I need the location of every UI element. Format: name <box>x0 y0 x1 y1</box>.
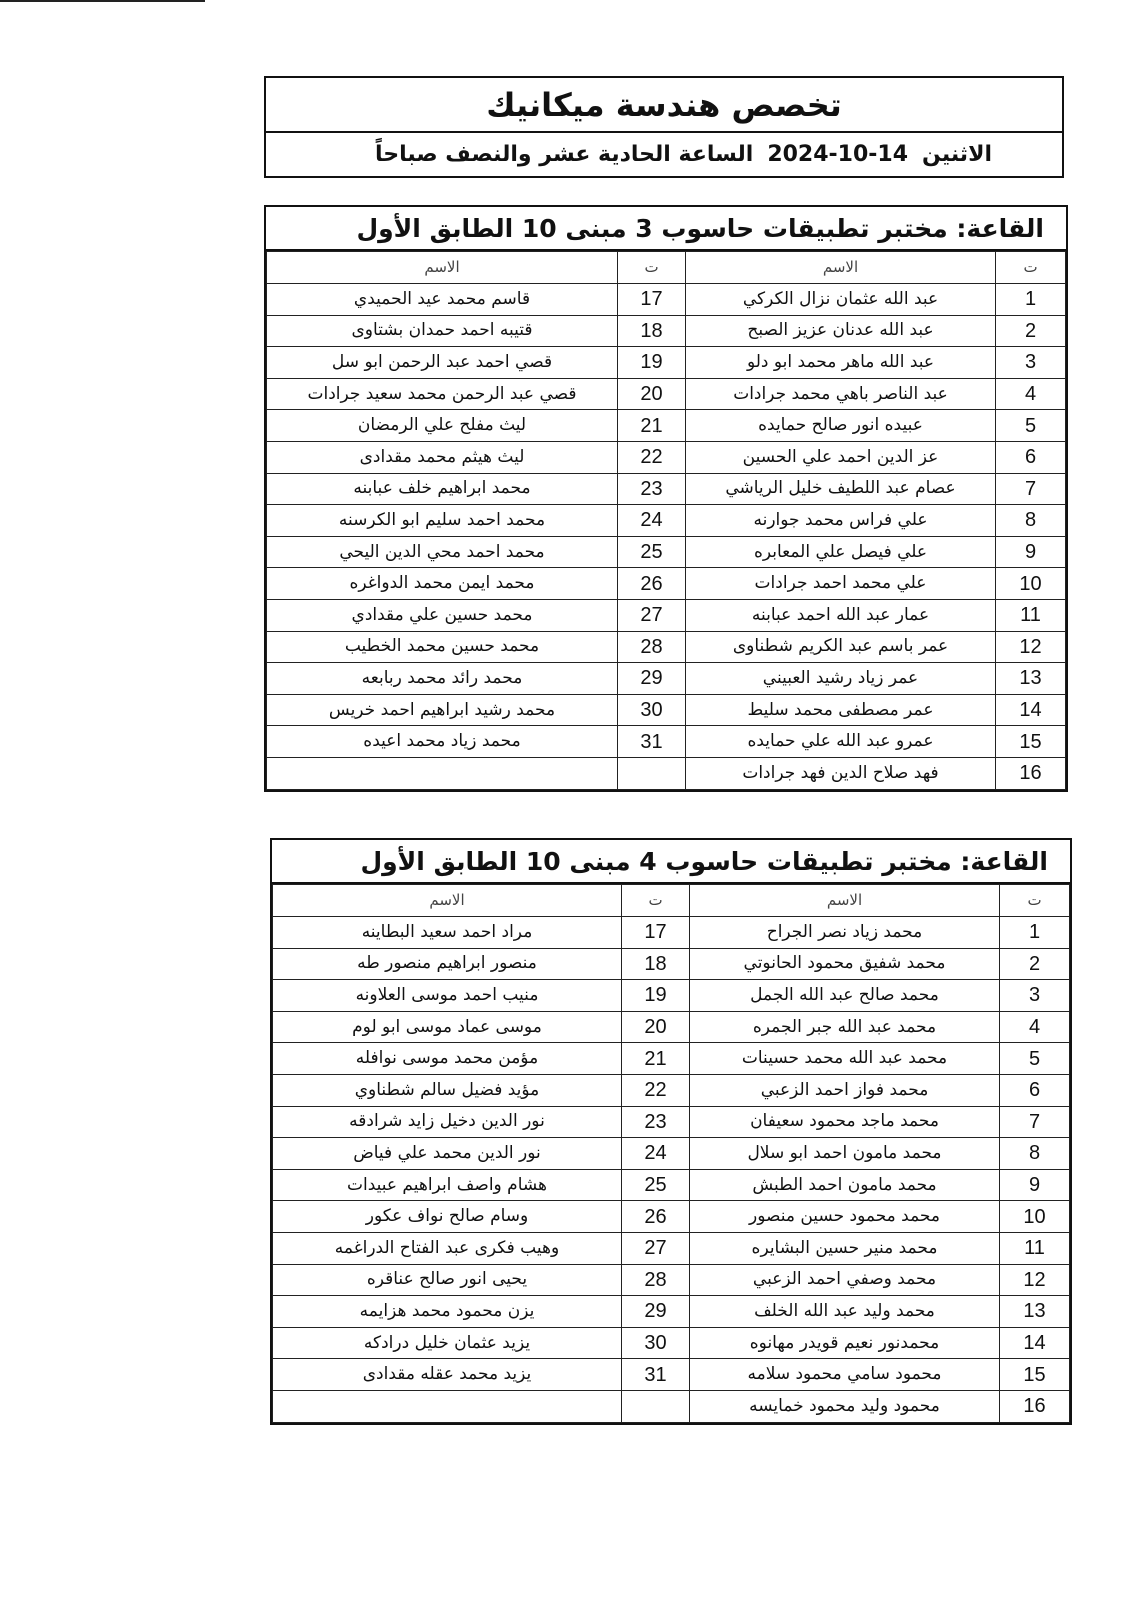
column-header-row <box>267 252 1066 284</box>
row-number: 27 <box>618 599 686 631</box>
row-number: 3 <box>996 347 1066 379</box>
student-name: وهيب فكرى عبد الفتاح الدراغمه <box>273 1232 622 1264</box>
table-row <box>267 568 1066 600</box>
student-name: محمد زياد نصر الجراح <box>690 917 1000 949</box>
row-number: 10 <box>1000 1201 1070 1233</box>
table-row <box>273 1264 1070 1296</box>
student-name: موسى عماد موسى ابو لوم <box>273 1011 622 1043</box>
row-number: 29 <box>618 663 686 695</box>
table-row <box>273 1011 1070 1043</box>
exam-time: الساعة الحادية عشر والنصف صباحاً <box>374 142 754 167</box>
col-header-num: ت <box>618 252 686 284</box>
col-header-num: ت <box>622 885 690 917</box>
table-row <box>267 757 1066 789</box>
row-number: 10 <box>996 568 1066 600</box>
room-table-1 <box>264 205 1068 792</box>
student-name: عمار عبد الله احمد عبابنه <box>686 599 996 631</box>
table-row <box>273 1169 1070 1201</box>
student-name: منيب احمد موسى العلاونه <box>273 980 622 1012</box>
student-name: عبد الله ماهر محمد ابو دلو <box>686 347 996 379</box>
table-row <box>267 505 1066 537</box>
row-number: 1 <box>996 284 1066 316</box>
student-name: وسام صالح نواف عكور <box>273 1201 622 1233</box>
student-name: محمد وصفي احمد الزعبي <box>690 1264 1000 1296</box>
exam-date: 2024-10-14 <box>767 142 909 167</box>
row-number: 22 <box>622 1074 690 1106</box>
students-table <box>266 251 1066 790</box>
row-number: 16 <box>996 757 1066 789</box>
table-row <box>267 599 1066 631</box>
row-number: 5 <box>996 410 1066 442</box>
row-number: 15 <box>996 726 1066 758</box>
table-row <box>273 1390 1070 1422</box>
row-number <box>622 1390 690 1422</box>
student-name: محمدنور نعيم قويدر مهانوه <box>690 1327 1000 1359</box>
students-table <box>272 884 1070 1423</box>
col-header-num: ت <box>996 252 1066 284</box>
student-name: يحيى انور صالح عناقره <box>273 1264 622 1296</box>
student-name: علي فراس محمد جوارنه <box>686 505 996 537</box>
table-row <box>267 631 1066 663</box>
table-row <box>267 441 1066 473</box>
student-name: قاسم محمد عيد الحميدي <box>267 284 618 316</box>
row-number: 26 <box>622 1201 690 1233</box>
student-name: ليث هيثم محمد مقدادى <box>267 441 618 473</box>
row-number: 28 <box>622 1264 690 1296</box>
col-header-num: ت <box>1000 885 1070 917</box>
row-number: 26 <box>618 568 686 600</box>
student-name: منصور ابراهيم منصور طه <box>273 948 622 980</box>
col-header-name: الاسم <box>690 885 1000 917</box>
row-number: 28 <box>618 631 686 663</box>
table-row <box>267 536 1066 568</box>
row-number: 12 <box>996 631 1066 663</box>
table-row <box>273 1074 1070 1106</box>
row-number: 25 <box>622 1169 690 1201</box>
room-table-2 <box>270 838 1072 1425</box>
student-name: هشام واصف ابراهيم عبيدات <box>273 1169 622 1201</box>
row-number: 9 <box>996 536 1066 568</box>
student-name: محمد ايمن محمد الدواغره <box>267 568 618 600</box>
student-name: علي محمد احمد جرادات <box>686 568 996 600</box>
table-row <box>267 726 1066 758</box>
table-row <box>273 1296 1070 1328</box>
student-name: محمد زياد محمد اعيده <box>267 726 618 758</box>
exam-day: الاثنين <box>922 142 992 167</box>
student-name: نور الدين دخيل زايد شرادقه <box>273 1106 622 1138</box>
page-title: تخصص هندسة ميكانيك <box>266 78 1062 133</box>
column-header-row <box>273 885 1070 917</box>
table-row <box>273 1359 1070 1391</box>
student-name: عبد الله عثمان نزال الكركي <box>686 284 996 316</box>
row-number: 21 <box>622 1043 690 1075</box>
student-name <box>273 1390 622 1422</box>
student-name: محمد ابراهيم خلف عبابنه <box>267 473 618 505</box>
student-name: مؤمن محمد موسى نوافله <box>273 1043 622 1075</box>
row-number: 4 <box>1000 1011 1070 1043</box>
col-header-name: الاسم <box>686 252 996 284</box>
table-row <box>273 1106 1070 1138</box>
student-name: محمد صالح عبد الله الجمل <box>690 980 1000 1012</box>
student-name: محمد منير حسين البشايره <box>690 1232 1000 1264</box>
student-name: نور الدين محمد علي فياض <box>273 1138 622 1170</box>
row-number: 19 <box>622 980 690 1012</box>
row-number: 19 <box>618 347 686 379</box>
student-name: محمد فواز احمد الزعبي <box>690 1074 1000 1106</box>
row-number: 22 <box>618 441 686 473</box>
table-row <box>267 410 1066 442</box>
table-row <box>273 980 1070 1012</box>
table-row <box>273 948 1070 980</box>
row-number: 1 <box>1000 917 1070 949</box>
student-name: محمد عبد الله محمد حسينات <box>690 1043 1000 1075</box>
student-name: عمر مصطفى محمد سليط <box>686 694 996 726</box>
table-row <box>267 663 1066 695</box>
row-number: 2 <box>1000 948 1070 980</box>
student-name: محمد رائد محمد ربابعه <box>267 663 618 695</box>
student-name: ليث مفلح علي الرمضان <box>267 410 618 442</box>
row-number: 21 <box>618 410 686 442</box>
student-name: محمد عبد الله جبر الجمره <box>690 1011 1000 1043</box>
row-number: 4 <box>996 378 1066 410</box>
student-name: علي فيصل علي المعابره <box>686 536 996 568</box>
row-number: 18 <box>618 315 686 347</box>
row-number: 12 <box>1000 1264 1070 1296</box>
student-name: محمود سامي محمود سلامه <box>690 1359 1000 1391</box>
student-name: محمد حسين علي مقدادي <box>267 599 618 631</box>
row-number: 9 <box>1000 1169 1070 1201</box>
student-name: عمر زياد رشيد العبيني <box>686 663 996 695</box>
row-number: 7 <box>1000 1106 1070 1138</box>
student-name <box>267 757 618 789</box>
student-name: عصام عبد اللطيف خليل الرياشي <box>686 473 996 505</box>
student-name: عمرو عبد الله علي حمايده <box>686 726 996 758</box>
table-row <box>267 473 1066 505</box>
table-row <box>273 917 1070 949</box>
row-number: 23 <box>618 473 686 505</box>
row-number: 13 <box>996 663 1066 695</box>
student-name: محمد رشيد ابراهيم احمد خريس <box>267 694 618 726</box>
student-name: قصي عبد الرحمن محمد سعيد جرادات <box>267 378 618 410</box>
row-number: 29 <box>622 1296 690 1328</box>
row-number: 6 <box>996 441 1066 473</box>
student-name: محمد محمود حسين منصور <box>690 1201 1000 1233</box>
student-name: محمد مامون احمد ابو سلال <box>690 1138 1000 1170</box>
student-name: يزيد محمد عقله مقدادى <box>273 1359 622 1391</box>
student-name: محمد ماجد محمود سعيفان <box>690 1106 1000 1138</box>
student-name: عبد الله عدنان عزيز الصبح <box>686 315 996 347</box>
row-number: 14 <box>1000 1327 1070 1359</box>
student-name: قتيبه احمد حمدان بشتاوى <box>267 315 618 347</box>
room-hall-title: القاعة: مختبر تطبيقات حاسوب 3 مبنى 10 الطابق الأول <box>266 207 1066 251</box>
row-number <box>618 757 686 789</box>
row-number: 5 <box>1000 1043 1070 1075</box>
row-number: 6 <box>1000 1074 1070 1106</box>
row-number: 31 <box>618 726 686 758</box>
room-hall-title: القاعة: مختبر تطبيقات حاسوب 4 مبنى 10 الطابق الأول <box>272 840 1070 884</box>
student-name: مؤيد فضيل سالم شطناوي <box>273 1074 622 1106</box>
student-name: عز الدين احمد علي الحسين <box>686 441 996 473</box>
student-name: مراد احمد سعيد البطاينه <box>273 917 622 949</box>
student-name: محمد احمد سليم ابو الكرسنه <box>267 505 618 537</box>
table-row <box>267 694 1066 726</box>
row-number: 2 <box>996 315 1066 347</box>
scan-edge-line <box>0 0 205 2</box>
col-header-name: الاسم <box>267 252 618 284</box>
row-number: 15 <box>1000 1359 1070 1391</box>
student-name: يزيد عثمان خليل درادكه <box>273 1327 622 1359</box>
row-number: 25 <box>618 536 686 568</box>
row-number: 8 <box>996 505 1066 537</box>
row-number: 24 <box>618 505 686 537</box>
row-number: 8 <box>1000 1138 1070 1170</box>
table-row <box>273 1201 1070 1233</box>
table-row <box>267 315 1066 347</box>
student-name: فهد صلاح الدين فهد جرادات <box>686 757 996 789</box>
row-number: 23 <box>622 1106 690 1138</box>
table-row <box>267 347 1066 379</box>
student-name: يزن محمود محمد هزايمه <box>273 1296 622 1328</box>
student-name: محمد مامون احمد الطبش <box>690 1169 1000 1201</box>
student-name: محمد شفيق محمود الحانوتي <box>690 948 1000 980</box>
table-row <box>267 284 1066 316</box>
row-number: 17 <box>622 917 690 949</box>
row-number: 16 <box>1000 1390 1070 1422</box>
table-row <box>273 1327 1070 1359</box>
row-number: 11 <box>996 599 1066 631</box>
student-name: محمد وليد عبد الله الخلف <box>690 1296 1000 1328</box>
row-number: 18 <box>622 948 690 980</box>
student-name: محمد احمد محي الدين اليحي <box>267 536 618 568</box>
table-row <box>273 1043 1070 1075</box>
row-number: 14 <box>996 694 1066 726</box>
table-row <box>273 1232 1070 1264</box>
row-number: 20 <box>618 378 686 410</box>
table-row <box>273 1138 1070 1170</box>
row-number: 30 <box>622 1327 690 1359</box>
row-number: 3 <box>1000 980 1070 1012</box>
student-name: محمود وليد محمود خمايسه <box>690 1390 1000 1422</box>
student-name: قصي احمد عبد الرحمن ابو سل <box>267 347 618 379</box>
student-name: عبد الناصر باهي محمد جرادات <box>686 378 996 410</box>
table-row <box>267 378 1066 410</box>
row-number: 13 <box>1000 1296 1070 1328</box>
row-number: 7 <box>996 473 1066 505</box>
student-name: عبيده انور صالح حمايده <box>686 410 996 442</box>
row-number: 20 <box>622 1011 690 1043</box>
student-name: محمد حسين محمد الخطيب <box>267 631 618 663</box>
row-number: 31 <box>622 1359 690 1391</box>
student-name: عمر باسم عبد الكريم شطناوى <box>686 631 996 663</box>
col-header-name: الاسم <box>273 885 622 917</box>
row-number: 30 <box>618 694 686 726</box>
row-number: 17 <box>618 284 686 316</box>
exam-datetime <box>266 133 1062 176</box>
row-number: 27 <box>622 1232 690 1264</box>
row-number: 11 <box>1000 1232 1070 1264</box>
exam-header <box>264 76 1064 178</box>
row-number: 24 <box>622 1138 690 1170</box>
